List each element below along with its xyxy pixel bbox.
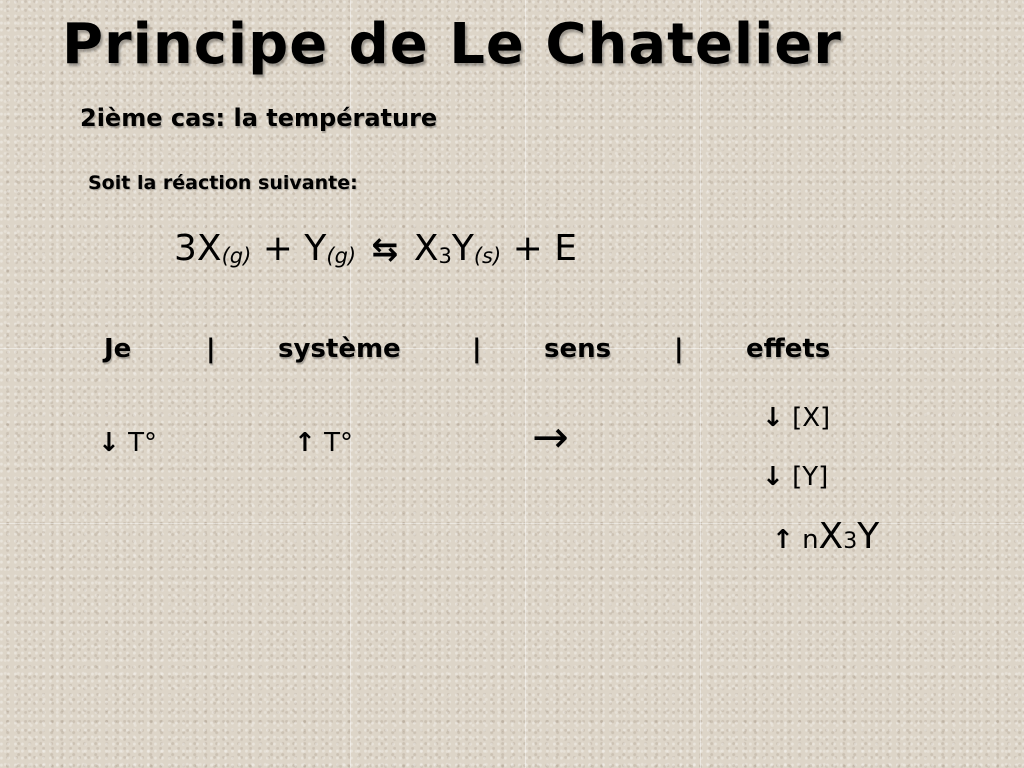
state-y: (g): [326, 244, 357, 268]
je-cell: [98, 428, 157, 458]
header-systeme: système: [278, 334, 401, 364]
state-product: (s): [473, 244, 502, 268]
effect-x-text: [X]: [792, 403, 831, 433]
je-temperature: T°: [128, 428, 157, 458]
state-x: (g): [221, 244, 252, 268]
equilibrium-arrows-icon: ⇆: [371, 230, 399, 268]
arrow-down-icon: ↓: [762, 462, 784, 492]
header-separator: |: [206, 334, 216, 364]
slide-title: Principe de Le Chatelier: [62, 12, 842, 77]
header-je: Je: [104, 334, 132, 364]
effect-x3y: [772, 516, 879, 557]
grid-line: [525, 0, 526, 768]
slide-subtitle: 2ième cas: la température: [80, 104, 438, 132]
header-separator: |: [674, 334, 684, 364]
effect-x: [762, 403, 830, 433]
effect-suffix: Y: [857, 516, 880, 557]
arrow-right-icon: →: [532, 412, 569, 463]
arrow-down-icon: ↓: [98, 428, 120, 458]
effect-y-text: [Y]: [792, 462, 829, 492]
header-effets: effets: [746, 334, 831, 364]
arrow-up-icon: ↑: [294, 428, 316, 458]
intro-text: Soit la réaction suivante:: [88, 172, 358, 194]
effect-species: X: [818, 516, 844, 557]
reactant-y: Y: [304, 228, 327, 269]
energy-term: E: [554, 228, 578, 269]
reactant-x: 3X: [174, 228, 222, 269]
product-x: X: [413, 228, 439, 269]
effect-y: [762, 462, 828, 492]
arrow-down-icon: ↓: [762, 403, 784, 433]
effect-prefix: n: [802, 525, 819, 555]
header-sens: sens: [544, 334, 612, 364]
systeme-cell: [294, 428, 353, 458]
effect-subscript: 3: [843, 529, 858, 554]
plus-sign: +: [512, 228, 543, 269]
product-subscript: 3: [438, 244, 452, 268]
arrow-up-icon: ↑: [772, 525, 794, 555]
grid-line: [0, 348, 1024, 349]
grid-line: [700, 0, 701, 768]
header-separator: |: [472, 334, 482, 364]
systeme-temperature: T°: [324, 428, 353, 458]
reaction-equation: [174, 228, 577, 269]
product-y: Y: [451, 228, 474, 269]
plus-sign: +: [262, 228, 293, 269]
